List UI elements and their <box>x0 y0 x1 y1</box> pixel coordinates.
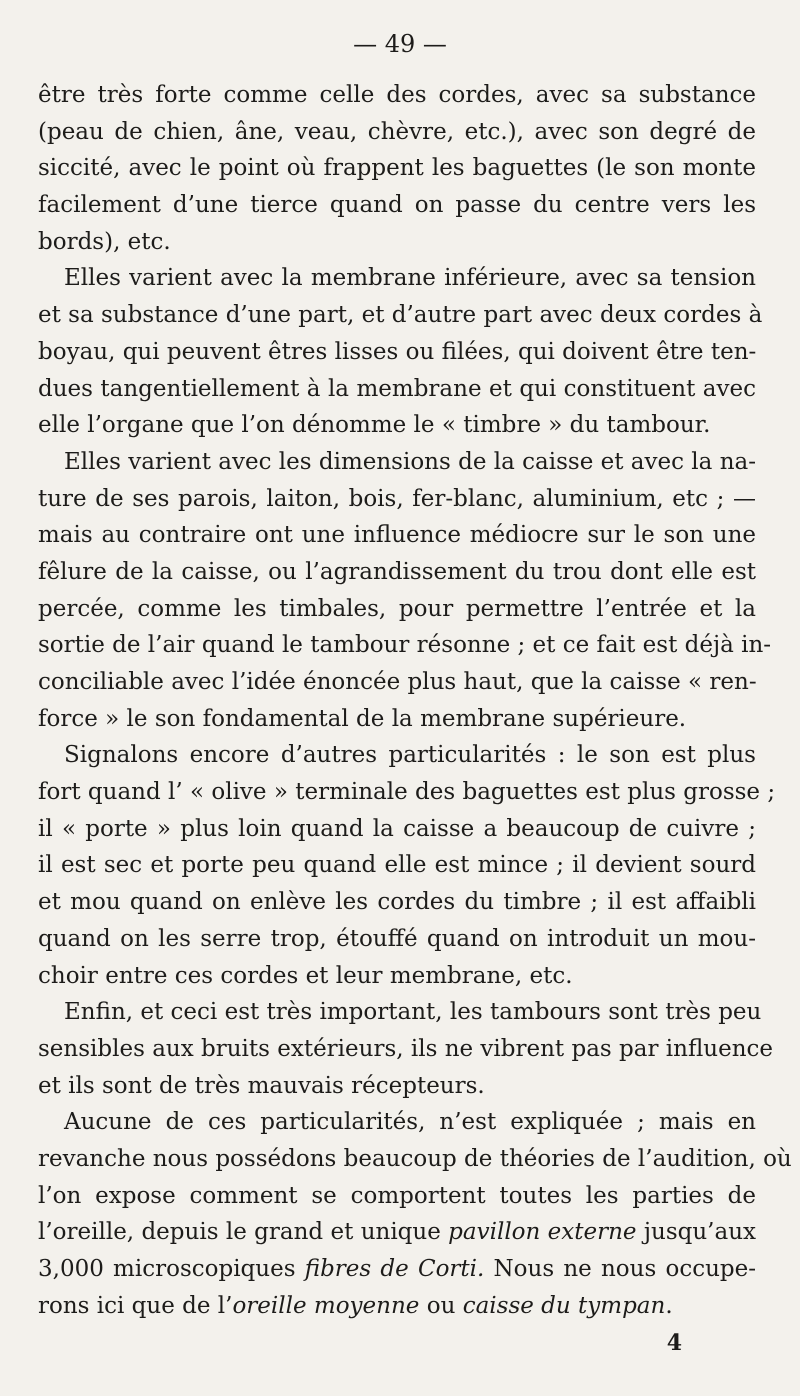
text-line: et sa substance d’une part, et d’autre part avec deux cordes à <box>38 302 763 329</box>
text-run: Nous ne nous occupe- <box>484 1256 757 1282</box>
text-run: 3,000 microscopiques <box>38 1256 305 1282</box>
text-line: force » le son fondamental de la membrane supérieure. <box>38 705 687 732</box>
text-run: jusqu’aux <box>636 1219 756 1246</box>
text-line: fêlure de la caisse, ou l’agrandissement du trou dont elle est <box>38 558 756 585</box>
text-line: Signalons encore d’autres particularités : le son est plus <box>64 742 756 769</box>
text-line: revanche nous possédons beaucoup de théories de l’audition, où <box>38 1145 792 1172</box>
italic-term: fibres de Corti. <box>304 1256 485 1282</box>
text-line: et ils sont de très mauvais récepteurs. <box>38 1072 485 1099</box>
text-line: facilement d’une tierce quand on passe du centre vers les <box>38 192 756 219</box>
text-line: ture de ses parois, laiton, bois, fer-blanc, aluminium, etc ; — <box>38 485 756 512</box>
text-line: quand on les serre trop, étouffé quand on introduit un mou- <box>38 925 756 952</box>
italic-term: pavillon externe <box>448 1219 637 1246</box>
text-line: choir entre ces cordes et leur membrane, etc. <box>38 962 573 989</box>
text-line: fort quand l’ « olive » terminale des baguettes est plus grosse ; <box>38 779 776 806</box>
italic-term: caisse du tympan <box>462 1292 666 1319</box>
text-line: l’on expose comment se comportent toutes les parties de <box>38 1182 756 1209</box>
text-line <box>38 1288 756 1325</box>
text-line: elle l’organe que l’on dénomme le « timbre » du tambour. <box>38 412 711 439</box>
text-run: l’oreille, depuis le grand et unique <box>38 1219 449 1246</box>
text-line: siccité, avec le point où frappent les baguettes (le son monte <box>38 155 756 182</box>
text-line <box>38 1214 756 1251</box>
text-line: mais au contraire ont une influence médiocre sur le son une <box>38 522 756 549</box>
text-line: bords), etc. <box>38 228 171 255</box>
body-text <box>38 77 792 1324</box>
text-line: Elles varient avec les dimensions de la caisse et avec la na- <box>64 448 756 475</box>
text-line <box>38 1251 756 1288</box>
italic-term: oreille moyenne <box>232 1292 420 1319</box>
text-line: Enfin, et ceci est très important, les tambours sont très peu <box>64 999 762 1026</box>
text-line: percée, comme les timbales, pour permettre l’entrée et la <box>38 595 756 622</box>
text-line: sortie de l’air quand le tambour résonne ; et ce fait est déjà in- <box>38 632 772 659</box>
text-line: il « porte » plus loin quand la caisse a beaucoup de cuivre ; <box>38 815 756 842</box>
text-run: . <box>665 1292 673 1319</box>
text-line: il est sec et porte peu quand elle est mince ; il devient sourd <box>38 852 756 879</box>
text-line: conciliable avec l’idée énoncée plus haut, que la caisse « ren- <box>38 669 757 695</box>
text-line: être très forte comme celle des cordes, avec sa substance <box>38 82 756 108</box>
text-line: (peau de chien, âne, veau, chèvre, etc.), avec son degré de <box>38 118 756 145</box>
text-line: et mou quand on enlève les cordes du timbre ; il est affaibli <box>38 889 756 916</box>
text-line: Elles varient avec la membrane inférieure, avec sa tension <box>64 265 756 292</box>
text-line: sensibles aux bruits extérieurs, ils ne vibrent pas par influence <box>38 1035 774 1062</box>
text-line: boyau, qui peuvent êtres lisses ou filées, qui doivent être ten- <box>38 338 757 365</box>
text-run: rons ici que de l’ <box>38 1292 233 1319</box>
text-run: ou <box>419 1292 463 1319</box>
text-line: dues tangentiellement à la membrane et qui constituent avec <box>38 375 756 402</box>
text-line: Aucune de ces particularités, n’est expliquée ; mais en <box>64 1109 756 1136</box>
signature-mark: 4 <box>666 1330 682 1356</box>
page-number: — 49 — <box>353 30 447 58</box>
